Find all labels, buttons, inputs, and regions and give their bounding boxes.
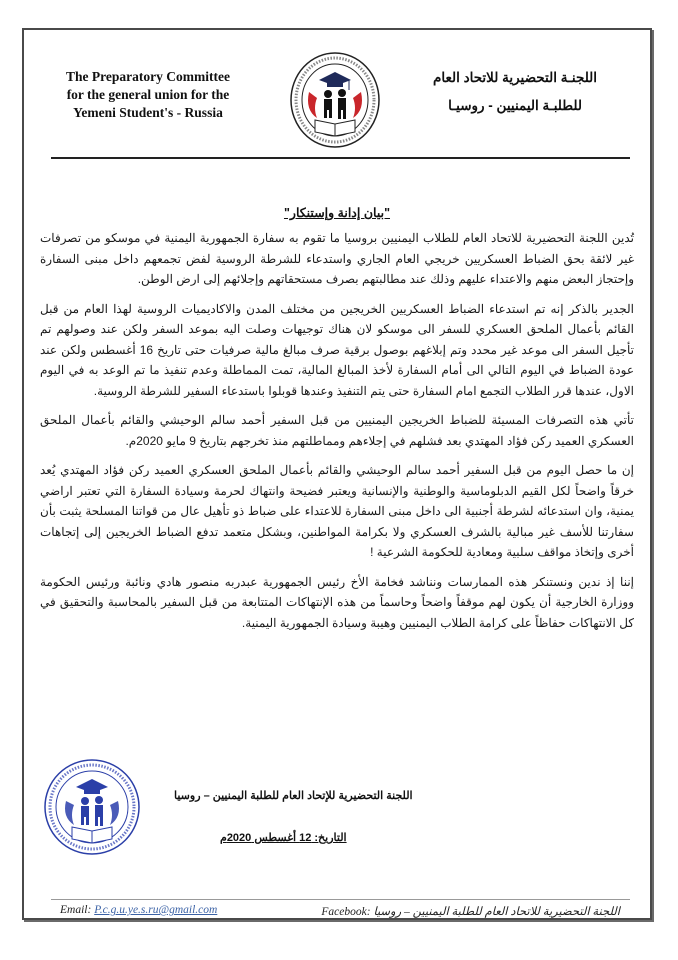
header-english-name xyxy=(58,68,238,122)
union-logo-icon xyxy=(287,50,383,150)
body-paragraph: الجدير بالذكر إنه تم استدعاء الضباط العسكريين الخريجين من مختلف المدن والاكاديميات الروسية لهذا العام من قبل القائم بأعمال الملحق العسكري للسفر الى موسكو لان هناك توجيهات وصلت اليه بموعد السفر ولكن عند وصولهم تم تأجيل السفر الى موعد غير محدد وتم إبلاغهم بوصول برقية صرف مبالغ مالية صرفيات حتى تاريخ 16 أغسطس ولكن عند عودة الضباط في اليوم التالي الى أمام السفارة لأخذ المبالغ المالية، تمت المماطلة وعدم تنفيذ ما تم الوعد به في اليوم الاول، عندها قرر الطلاب التجمع امام السفارة حتى يتم التنفيذ وعندها قوبلوا باستدعاء السفير للشرطة الروسية. xyxy=(40,301,634,398)
header-arabic-line: للطلبـة اليمنيين - روسيـا xyxy=(448,98,582,113)
footer xyxy=(60,904,620,922)
body-paragraph: إننا إذ ندين ونستنكر هذه الممارسات ونناشد فخامة الأخ رئيس الجمهورية عبدربه منصور هادي ونائبة ورئيس الحكومة ووزارة الخارجية أن يكون لهم موقفاً واضحاً وحاسماً من هذه الإنتهاكات المتتابعة من قبل السفير بالمحاسبة والتحقيق في كل الانتهاكات حفاظاً على كرامة الطلاب اليمنيين وهيبة وسيادة الجمهورية اليمنية. xyxy=(40,574,634,630)
union-seal-icon xyxy=(42,757,142,857)
header-arabic-line: اللجنـة التحضيرية للاتحاد العام xyxy=(432,70,598,85)
statement-title: "بيان إدانة وإستنكار" xyxy=(283,206,390,220)
facebook-label: Facebook: xyxy=(321,906,374,918)
footer-email xyxy=(60,904,217,916)
footer-divider xyxy=(51,899,630,900)
email-link[interactable]: P.c.g.u.ye.s.ru@gmail.com xyxy=(94,904,218,916)
footer-facebook xyxy=(321,904,620,918)
signature-block xyxy=(24,755,650,885)
header-arabic-name xyxy=(420,64,610,120)
statement-date: التاريخ: 12 أغسطس 2020م xyxy=(220,832,347,844)
signature-organization: اللجنة التحضيرية للإتحاد العام للطلبة اليمنيين – روسيا xyxy=(174,790,413,802)
statement-body xyxy=(40,228,634,642)
header-divider xyxy=(51,157,630,159)
body-paragraph: إن ما حصل اليوم من قبل السفير أحمد سالم الوحيشي والقائم بأعمال الملحق العسكري العميد ركن فؤاد المهتدي يُعد خرقاً واضحاً لكل القيم الدبلوماسية والوطنية والإنسانية ويعتبر فضيحة وانتهاك لحرمة وسيادة السفارة التي تعتبر اراضي يمنية، وان استدعائه لشرطة أجنبية الى داخل مبنى السفارة للاعتداء على ضباط ذو تأهيل عال من قواتنا المسلحة يثبت بأن سفارتنا للأسف غير مبالية بالشرف العسكري ولا بكرامة المواطنين، وبشكل متعمد تدفع الضباط الخريجين إلى إتجاهات أخرى وإتخاذ مواقف سلبية ومعادية للحكومة الشرعية ! xyxy=(40,463,634,559)
body-paragraph: تأتي هذه التصرفات المسيئة للضباط الخريجين اليمنيين من قبل السفير أحمد سالم الوحيشي والقائم بأعمال الملحق العسكري العميد ركن فؤاد المهتدي بعد فشلهم في إجلاءهم ومماطلتهم منذ تخرجهم بتاريخ 9 مايو 2020م. xyxy=(40,413,634,448)
body-paragraph: تُدين اللجنة التحضيرية للاتحاد العام للطلاب اليمنيين بروسيا ما تقوم به سفارة الجمهورية اليمنية في موسكو من تصرفات غير لائقة بحق الضباط العسكريين خريجي العام الجاري واستدعاء للشرطة الروسية لفض تجمعهم داخل مبنى السفارة وإحتجاز البعض منهم والاعتداء عليهم وذلك عند مطالبتهم بصرف مستحقاتهم وإجلائهم إلى ارض الوطن. xyxy=(40,231,634,286)
document-frame xyxy=(22,28,652,920)
email-label: Email: xyxy=(60,904,95,916)
facebook-page-name: اللجنة التحضيرية للاتحاد العام للطلبة اليمنيين – روسيا xyxy=(373,906,620,918)
header-english-line: for the general union for the xyxy=(66,87,230,102)
header-english-line: The Preparatory Committee xyxy=(66,69,230,84)
letterhead xyxy=(24,30,650,150)
header-english-line: Yemeni Student's - Russia xyxy=(73,105,223,120)
